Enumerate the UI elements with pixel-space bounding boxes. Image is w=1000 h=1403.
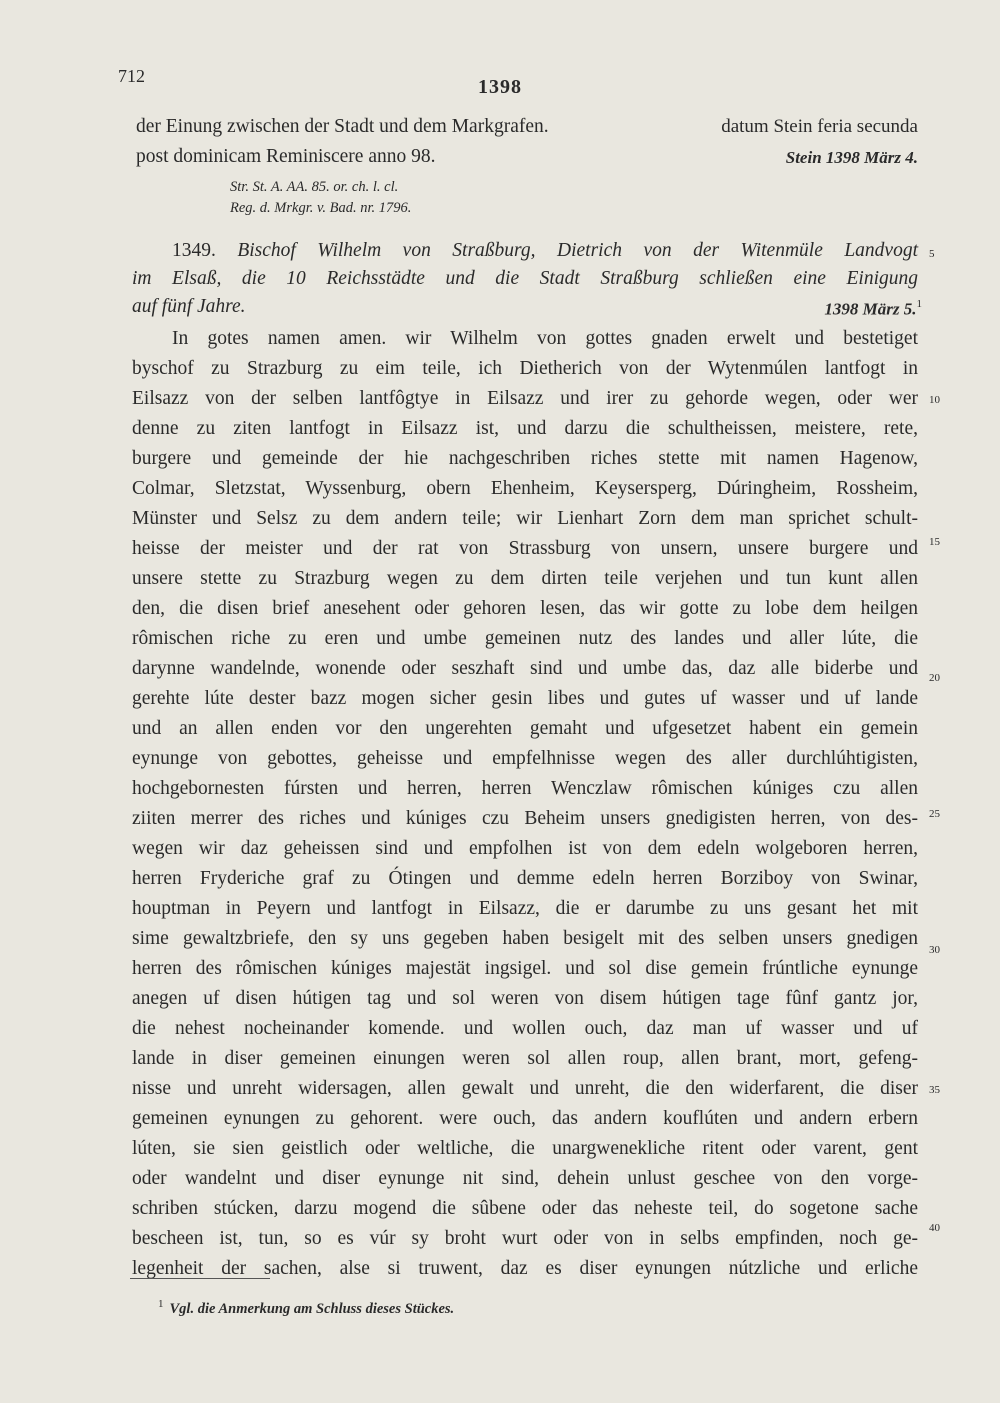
margin-line-number: 30 xyxy=(929,944,940,956)
body-line: eynunge von gebottes, geheisse und empfelhnisse wegen des aller durchlúhtigisten, xyxy=(132,748,918,769)
margin-line-number: 40 xyxy=(929,1222,940,1234)
preceding-line-2: post dominicam Reminiscere anno 98. xyxy=(136,146,436,167)
margin-line-number: 35 xyxy=(929,1084,940,1096)
document-date xyxy=(824,298,922,320)
body-line: anegen uf disen hútigen tag und sol weren von disem hútigen tage fûnf gantz jor, xyxy=(132,988,918,1009)
body-line: wegen wir daz geheissen sind und empfolhen ist von dem edeln wolgeboren herren, xyxy=(132,838,918,859)
body-line: bescheen ist, tun, so es vúr sy broht wurt oder von in selbs empfinden, noch ge- xyxy=(132,1228,918,1249)
source-citation-2: Reg. d. Mrkgr. v. Bad. nr. 1796. xyxy=(230,200,412,216)
body-line: oder wandelnt und diser eynunge nit sind, dehein unlust geschee von den vorge- xyxy=(132,1168,918,1189)
document-date-text: 1398 März 5. xyxy=(824,299,917,319)
body-line: byschof zu Strazburg zu eim teile, ich Dietherich von der Wytenmúlen lantfogt in xyxy=(132,358,918,379)
footnote-ref: 1 xyxy=(916,298,922,310)
regest-line-1 xyxy=(172,238,918,264)
body-line: den, die disen brief anesehent oder gehoren lesen, das wir gotte zu lobe dem heilgen xyxy=(132,598,918,619)
body-line: und an allen enden vor den ungerehten gemaht und ufgesetzet habent ein gemein xyxy=(132,718,918,739)
footnote-rule xyxy=(130,1278,270,1279)
running-head: 1398 xyxy=(478,76,522,98)
footnote-marker: 1 xyxy=(158,1298,164,1310)
footnote-text: Vgl. die Anmerkung am Schluss dieses Stückes. xyxy=(169,1300,455,1317)
body-line: darynne wandelnde, wonende oder seszhaft sind und umbe das, daz alle biderbe und xyxy=(132,658,918,679)
body-line: lande in diser gemeinen einungen weren sol allen roup, allen brant, mort, gefeng- xyxy=(132,1048,918,1069)
body-line: hochgebornesten fúrsten und herren, herren Wenczlaw rômischen kúniges czu allen xyxy=(132,778,918,799)
preceding-line-1-right: datum Stein feria secunda xyxy=(721,116,918,137)
body-line: ziiten merrer des riches und kúniges czu Beheim unsers gnedigisten herren, von des- xyxy=(132,808,918,829)
body-line: heisse der meister und der rat von Strassburg von unsern, unsere burgere und xyxy=(132,538,918,559)
body-line: rômischen riche zu eren und umbe gemeinen nutz des landes und aller lúte, die xyxy=(132,628,918,649)
body-line: Colmar, Sletzstat, Wyssenburg, obern Ehenheim, Keysersperg, Dúringheim, Rossheim, xyxy=(132,478,918,499)
body-line: herren Fryderiche graf zu Ótingen und demme edeln herren Borziboy von Swinar, xyxy=(132,868,918,889)
preceding-line-1: der Einung zwischen der Stadt und dem Markgrafen. xyxy=(136,116,549,137)
body-line: denne zu ziten lantfogt in Eilsazz ist, und darzu die schultheissen, meistere, rete, xyxy=(132,418,918,439)
document-number: 1349. xyxy=(172,240,216,261)
body-line: nisse und unreht widersagen, allen gewalt und unreht, die den widerfarent, die diser xyxy=(132,1078,918,1099)
body-line: gerehte lúte dester bazz mogen sicher gesin libes und gutes uf wasser und uf lande xyxy=(132,688,918,709)
body-line: gemeinen eynungen zu gehorent. were ouch, das andern kouflúten und andern erbern xyxy=(132,1108,918,1129)
source-citation-1: Str. St. A. AA. 85. or. ch. l. cl. xyxy=(230,179,399,195)
body-line: burgere und gemeinde der hie nachgeschriben riches stette mit namen Hagenow, xyxy=(132,448,918,469)
body-line: sime gewaltzbriefe, den sy uns gegeben haben besigelt mit des selben unsers gnedigen xyxy=(132,928,918,949)
body-line: In gotes namen amen. wir Wilhelm von gottes gnaden erwelt und bestetiget xyxy=(172,328,918,349)
regest-text-1: Bischof Wilhelm von Straßburg, Dietrich von der Witenmüle Landvogt xyxy=(237,240,918,261)
page-number: 712 xyxy=(118,66,145,86)
margin-line-number: 20 xyxy=(929,672,940,684)
margin-line-number: 15 xyxy=(929,536,940,548)
body-line: lúten, sie sien geistlich oder weltliche, die unargwenekliche ritent oder varent, gent xyxy=(132,1138,918,1159)
body-line: Münster und Selsz zu dem andern teile; wir Lienhart Zorn dem man sprichet schult- xyxy=(132,508,918,529)
body-line: unsere stette zu Strazburg wegen zu dem dirten teile verjehen und tun kunt allen xyxy=(132,568,918,589)
regest-line-3: auf fünf Jahre. xyxy=(132,296,246,317)
regest-line-2: im Elsaß, die 10 Reichsstädte und die Stadt Straßburg schließen eine Einigung xyxy=(132,268,918,289)
margin-line-number: 25 xyxy=(929,808,940,820)
body-line: schriben stúcken, darzu mogend die sûbene oder das neheste teil, do sogetone sache xyxy=(132,1198,918,1219)
footnote xyxy=(158,1298,454,1318)
body-line: Eilsazz von der selben lantfôgtye in Eilsazz und irer zu gehorde wegen, oder wer xyxy=(132,388,918,409)
margin-line-number: 10 xyxy=(929,394,940,406)
body-line: die nehest nocheinander komende. und wollen ouch, daz man uf wasser und uf xyxy=(132,1018,918,1039)
preceding-date: Stein 1398 März 4. xyxy=(785,148,918,167)
body-line: houptman in Peyern und lantfogt in Eilsazz, die er darumbe zu uns gesant het mit xyxy=(132,898,918,919)
body-line: herren des rômischen kúniges majestät ingsigel. und sol dise gemein frúntliche eynunge xyxy=(132,958,918,979)
margin-line-number: 5 xyxy=(929,248,935,260)
body-line: legenheit der sachen, alse si truwent, daz es diser eynungen nútzliche und erliche xyxy=(132,1258,918,1279)
